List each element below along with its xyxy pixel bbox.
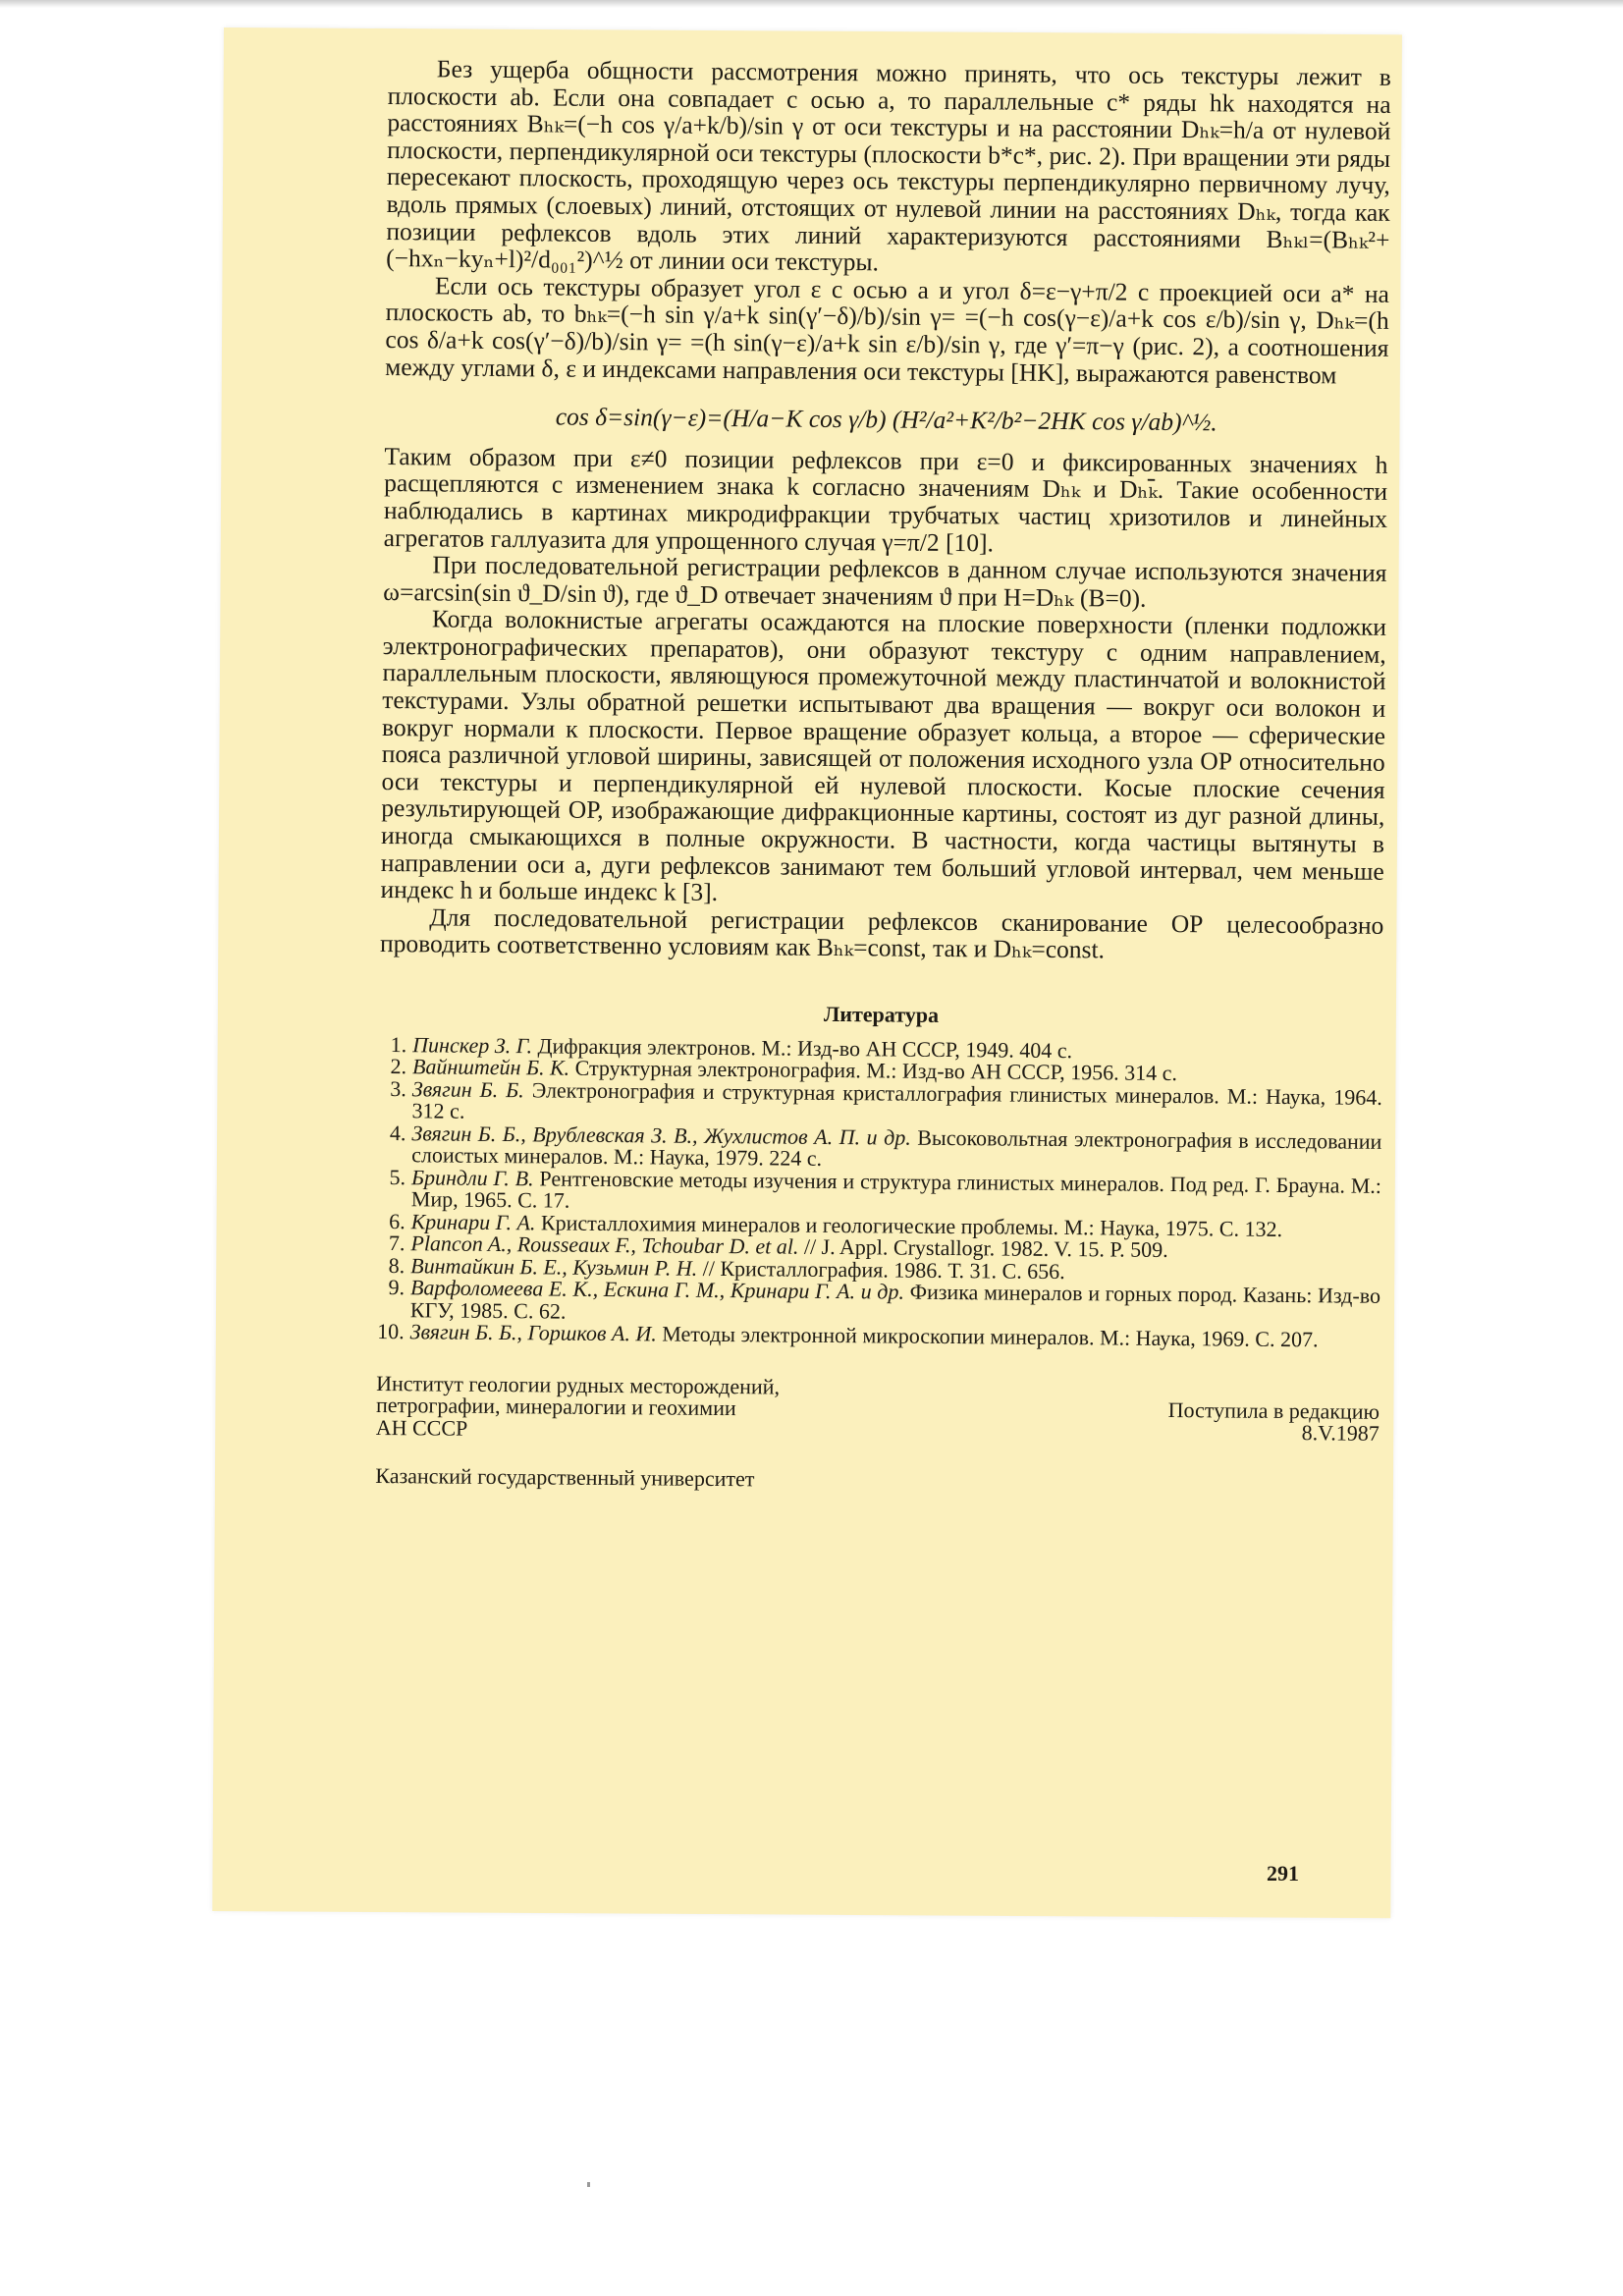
reference-authors: Plancon A., Rousseaux F., Tchoubar D. et al.: [410, 1230, 799, 1259]
literature-heading: Литература: [823, 1001, 940, 1027]
reference-number: 7.: [388, 1230, 406, 1256]
page-body: [375, 55, 1391, 1499]
paragraph: Таким образом при ε≠0 позиции рефлексов при ε=0 и фиксированных значениях h расщепляются с изменением знака k согласно значениям Dₕₖ и Dₕₖ̄. Такие особенности наблюдались в картинах микродифракции трубчатых частиц хризотилов и линейных агрегатов галлуазита для упрощенного случая γ=π/2 [10].: [383, 441, 1388, 557]
received-date: Поступила в редакцию 8.V.1987: [1167, 1396, 1380, 1446]
reference-authors: Звягин Б. Б.: [411, 1075, 524, 1102]
reference-text: // J. Appl. Crystallogr. 1982. V. 15. P. 509.: [798, 1233, 1168, 1263]
reference-number: 4.: [389, 1120, 406, 1145]
reference-text: Кристаллохимия минералов и геологические проблемы. М.: Наука, 1975. С. 132.: [535, 1209, 1283, 1241]
paragraph: Без ущерба общности рассмотрения можно принять, что ось текстуры лежит в плоскости ab. Если она совпадает с осью a, то параллельные c* ряды hk находятся на расстояниях Bₕₖ=(−h cos γ/a+k/b)/sin γ от оси текстуры и на расстоянии Dₕₖ=h/a от нулевой плоскости, перпендикулярной оси текстуры (плоскости b*c*, рис. 2). При вращении эти ряды пересекают плоскость, проходящую через ось текстуры перпендикулярно первичному лучу, вдоль прямых (слоевых) линий, отстоящих от нулевой линии на расстояниях Dₕₖ, тогда как позиции рефлексов вдоль этих линий характеризуются расстояниями Bₕₖₗ=(Bₕₖ²+(−hxₙ−kyₙ+l)²/d₀₀₁²)^½ от линии оси текстуры.: [386, 54, 1391, 277]
reference-number: 6.: [389, 1208, 406, 1233]
paragraph: Когда волокнистые агрегаты осаждаются на плоские поверхности (пленки подложки электронографических препаратов), они образуют текстуру с одним направлением, параллельным плоскости, являющуюся промежуточной между пластинчатой и волокнистой текстурами. Узлы обратной решетки испытывают два вращения — вокруг оси волокон и вокруг нормали к плоскости. Первое вращение образует кольца, а второе — сферические пояса различной угловой ширины, зависящей от положения исходного узла ОР относительно оси текстуры и перпендикулярной ей нулевой плоскости. Косые плоские сечения результирующей ОР, изображающие дифракционные картины, состоят из дуг разной длины, иногда смыкающихся в полные окружности. В частности, когда частицы вытянуты в направлении оси a, дуги рефлексов занимают тем больший угловой интервал, чем меньше индекс h и больше индекс k [3].: [380, 604, 1387, 907]
reference-text: Дифракция электронов. М.: Изд-во АН СССР, 1949. 404 с.: [531, 1032, 1073, 1063]
paragraph: При последовательной регистрации рефлексов в данном случае используются значения ω=arcsin(sin ϑ_D/sin ϑ), где ϑ_D отвечает значениям ϑ при H=Dₕₖ (B=0).: [383, 550, 1387, 613]
reference-text: Высоковольтная электронография в исследовании слоистых минералов. М.: Наука, 1979. 224 с.: [411, 1124, 1382, 1171]
equation: cos δ=sin(γ−ε)=(H/a−K cos γ/b) (H²/a²+K²/b²−2HK cos γ/ab)^½.: [555, 402, 1217, 437]
page-number: 291: [1267, 1861, 1299, 1886]
paragraph: Для последовательной регистрации рефлексов сканирование ОР целесообразно проводить соответственно условиям как Bₕₖ=const, так и Dₕₖ=const.: [379, 902, 1384, 964]
reference-number: 2.: [390, 1054, 407, 1079]
scan-edge: [0, 0, 1623, 8]
reference-list: [377, 1031, 1383, 1352]
reference-authors: Звягин Б. Б., Горшков А. И.: [409, 1319, 657, 1346]
reference-number: 3.: [390, 1075, 406, 1101]
reference-authors: Винтайкин Б. Е., Кузьмин Р. Н.: [410, 1252, 698, 1281]
reference-text: Физика минералов и горных пород. Казань: Изд-во КГУ, 1985. С. 62.: [409, 1279, 1381, 1324]
reference-authors: Варфоломеева Е. К., Ескина Г. М., Кринари Г. А. и др.: [409, 1275, 905, 1304]
reference-text: Структурная электронография. М.: Изд-во АН СССР, 1956. 314 с.: [569, 1055, 1178, 1086]
scan-speck: [587, 2182, 590, 2187]
affiliation-block: [375, 1370, 1380, 1448]
institute-affiliation: Институт геологии рудных месторождений, петрографии, минералогии и геохимии АН СССР: [375, 1370, 781, 1441]
reference-number: 9.: [388, 1275, 406, 1300]
reference-authors: Кринари Г. А.: [410, 1208, 536, 1234]
reference-authors: Вайнштейн Б. К.: [411, 1054, 570, 1080]
reference-authors: Бриндли Г. В.: [410, 1164, 534, 1190]
reference-number: 5.: [389, 1164, 406, 1189]
university-affiliation: Казанский государственный университет: [375, 1463, 755, 1492]
reference-text: // Кристаллография. 1986. Т. 31. С. 656.: [697, 1255, 1065, 1284]
paragraph: Если ось текстуры образует угол ε с осью a и угол δ=ε−γ+π/2 с проекцией оси a* на плоскость ab, то bₕₖ=(−h sin γ/a+k sin(γ′−δ)/b)/sin γ= =(−h cos(γ−ε)/a+k cos ε/b)/sin γ, Dₕₖ=(h cos δ/a+k cos(γ′−δ)/b)/sin γ= =(h sin(γ−ε)/a+k sin ε/b)/sin γ, где γ′=π−γ (рис. 2), а соотношения между углами δ, ε и индексами направления оси текстуры [HK], выражаются равенством: [385, 271, 1390, 389]
reference-text: Электронография и структурная кристаллография глинистых минералов. М.: Наука, 1964. 312 с.: [411, 1076, 1382, 1123]
reference-item: [377, 1321, 1380, 1351]
reference-number: 1.: [390, 1031, 407, 1057]
reference-number: 8.: [388, 1252, 406, 1278]
reference-authors: Пинскер З. Г.: [412, 1031, 533, 1058]
reference-text: Методы электронной микроскопии минералов. М.: Наука, 1969. С. 207.: [656, 1321, 1319, 1352]
reference-authors: Звягин Б. Б., Врублевская З. В., Жухлистов А. П. и др.: [411, 1120, 911, 1150]
reference-number: 10.: [377, 1319, 405, 1344]
reference-text: Рентгеновские методы изучения и структура глинистых минералов. Под ред. Г. Брауна. М.: Мир, 1965. С. 17.: [410, 1165, 1382, 1213]
